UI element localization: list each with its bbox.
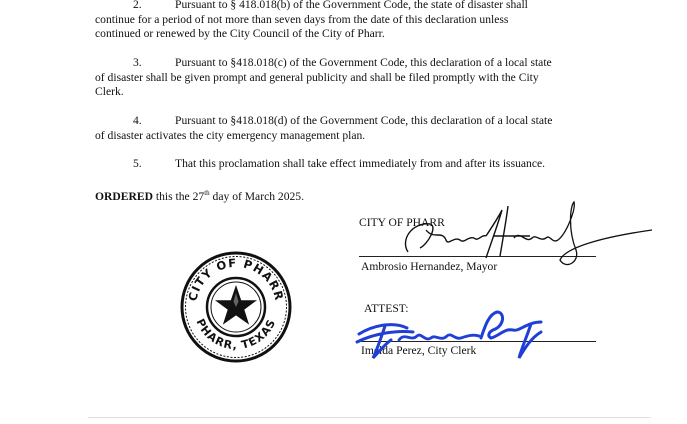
seal-bottom-text: PHARR, TEXAS (193, 316, 279, 353)
seal-top-text: CITY OF PHARR (185, 255, 287, 303)
paragraph-line: continued or renewed by the City Council of the City of Pharr. (95, 27, 385, 41)
page-bottom-divider (88, 417, 651, 418)
paragraph-line: Clerk. (95, 85, 124, 99)
ordered-text-end: day of March 2025. (209, 189, 304, 203)
paragraph-number: 3. (133, 56, 142, 69)
ordered-line (95, 186, 304, 204)
attest-label: ATTEST: (364, 302, 409, 315)
paragraph-4 (95, 114, 595, 143)
ordered-bold: ORDERED (95, 189, 153, 203)
paragraph-number: 5. (133, 157, 142, 170)
mayor-signature (390, 200, 660, 270)
paragraph-3 (95, 56, 595, 100)
ordered-text: this the 27 (152, 189, 205, 203)
clerk-name: Imelda Perez, City Clerk (361, 344, 477, 357)
paragraph-number: 2. (133, 0, 142, 11)
paragraph-line: of disaster activates the city emergency management plan. (95, 128, 366, 142)
clerk-signature (355, 308, 555, 368)
paragraph-line: continue for a period of not more than seven days from the date of this declaration unless (95, 12, 509, 26)
mayor-city-label: CITY OF PHARR (359, 216, 445, 229)
svg-text:PHARR, TEXAS (194, 317, 279, 352)
city-seal (180, 249, 292, 365)
ordered-sup: th (204, 189, 210, 197)
paragraph-line: That this proclamation shall take effect immediately from and after its issuance. (175, 157, 546, 170)
paragraph-line: Pursuant to §418.018(c) of the Government Code, this declaration of a local state (175, 56, 552, 69)
paragraph-line: Pursuant to §418.018(d) of the Government Code, this declaration of a local state (175, 114, 553, 127)
paragraph-5 (95, 157, 595, 172)
paragraph-line: Pursuant to § 418.018(b) of the Government Code, the state of disaster shall (175, 0, 528, 11)
paragraph-2 (95, 0, 595, 42)
paragraph-line: of disaster shall be given prompt and general publicity and shall be filed promptly with the City (95, 70, 539, 84)
mayor-name: Ambrosio Hernandez, Mayor (361, 260, 498, 273)
paragraph-number: 4. (133, 114, 142, 127)
